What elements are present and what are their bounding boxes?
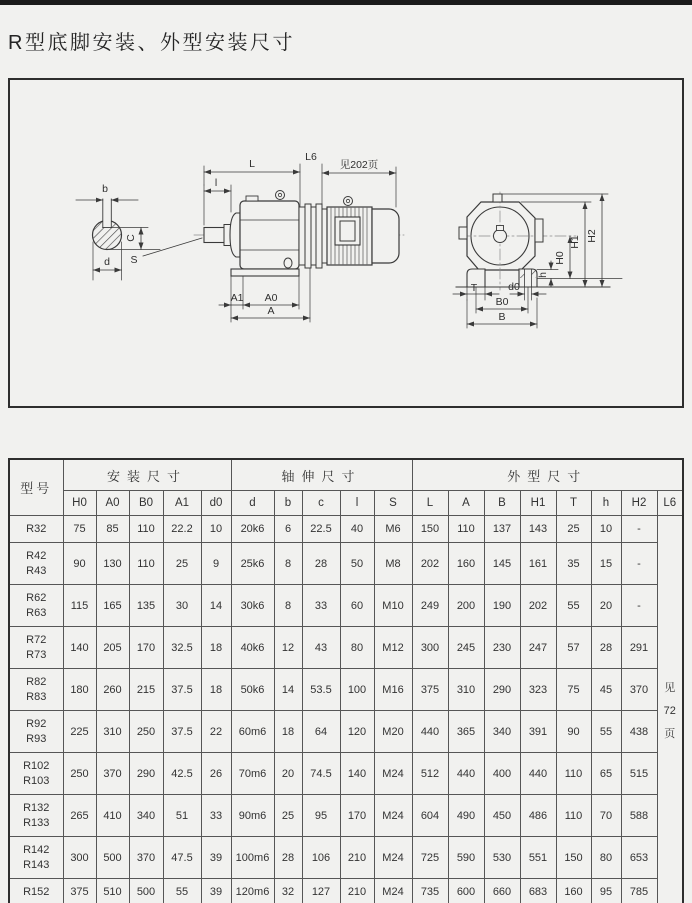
table-row [9, 711, 683, 753]
value-cell: 604 [412, 795, 448, 837]
value-cell: 135 [129, 585, 163, 627]
value-cell: 200 [448, 585, 484, 627]
value-cell: 25 [274, 795, 302, 837]
value-cell: 500 [129, 879, 163, 903]
value-cell: 55 [591, 711, 621, 753]
table-row [9, 879, 683, 903]
value-cell: 22 [201, 711, 231, 753]
value-cell: 18 [201, 627, 231, 669]
value-cell: 8 [274, 543, 302, 585]
value-cell: 450 [484, 795, 520, 837]
value-cell: 375 [63, 879, 96, 903]
value-cell: 490 [448, 795, 484, 837]
value-cell: 202 [412, 543, 448, 585]
value-cell: 51 [163, 795, 201, 837]
shaft-section-detail [76, 183, 160, 280]
value-cell: 32 [274, 879, 302, 903]
value-cell: 90 [556, 711, 591, 753]
value-cell: 590 [448, 837, 484, 879]
value-cell: 370 [129, 837, 163, 879]
value-cell: 202 [520, 585, 556, 627]
value-cell: 8 [274, 585, 302, 627]
value-cell: 249 [412, 585, 448, 627]
value-cell: 22.2 [163, 516, 201, 543]
table-row [9, 516, 683, 543]
value-cell: 365 [448, 711, 484, 753]
value-cell: 10 [201, 516, 231, 543]
dim-label-A: A [267, 305, 275, 317]
value-cell: 140 [340, 753, 374, 795]
value-cell: 28 [302, 543, 340, 585]
value-cell: 170 [340, 795, 374, 837]
value-cell: 340 [129, 795, 163, 837]
value-cell: 9 [201, 543, 231, 585]
value-cell: 515 [621, 753, 657, 795]
value-cell: 127 [302, 879, 340, 903]
value-cell: 74.5 [302, 753, 340, 795]
value-cell: 39 [201, 879, 231, 903]
value-cell: 530 [484, 837, 520, 879]
col-header-L: L [412, 491, 448, 516]
table-row [9, 837, 683, 879]
value-cell: 20 [591, 585, 621, 627]
value-cell: 247 [520, 627, 556, 669]
model-cell: R142 R143 [9, 837, 63, 879]
value-cell: 600 [448, 879, 484, 903]
col-header-A: A [448, 491, 484, 516]
value-cell: 75 [556, 669, 591, 711]
dim-label-l: l [214, 177, 218, 189]
value-cell: - [621, 543, 657, 585]
value-cell: 95 [302, 795, 340, 837]
value-cell: 143 [520, 516, 556, 543]
value-cell: 28 [274, 837, 302, 879]
value-cell: 160 [556, 879, 591, 903]
col-header-A0: A0 [96, 491, 129, 516]
value-cell: 14 [274, 669, 302, 711]
value-cell: 75 [63, 516, 96, 543]
value-cell: 85 [96, 516, 129, 543]
value-cell: 60m6 [231, 711, 274, 753]
col-header-B0: B0 [129, 491, 163, 516]
value-cell: 90 [63, 543, 96, 585]
value-cell: M24 [374, 879, 412, 903]
value-cell: 32.5 [163, 627, 201, 669]
value-cell: 375 [412, 669, 448, 711]
value-cell: 110 [556, 753, 591, 795]
table-row [9, 543, 683, 585]
model-cell: R102 R103 [9, 753, 63, 795]
dim-label-see-page: 见202页 [339, 159, 379, 171]
value-cell: 265 [63, 795, 96, 837]
value-cell: 100m6 [231, 837, 274, 879]
table-row [9, 627, 683, 669]
header-group-row [9, 459, 683, 491]
value-cell: 260 [96, 669, 129, 711]
value-cell: 180 [63, 669, 96, 711]
value-cell: 43 [302, 627, 340, 669]
value-cell: 683 [520, 879, 556, 903]
value-cell: M24 [374, 795, 412, 837]
col-header-d: d [231, 491, 274, 516]
dim-label-d: d [104, 256, 110, 268]
value-cell: 12 [274, 627, 302, 669]
value-cell: 210 [340, 837, 374, 879]
dimension-drawing-box [8, 78, 684, 408]
value-cell: 500 [96, 837, 129, 879]
value-cell: 660 [484, 879, 520, 903]
col-header-A1: A1 [163, 491, 201, 516]
value-cell: 215 [129, 669, 163, 711]
value-cell: 245 [448, 627, 484, 669]
value-cell: 22.5 [302, 516, 340, 543]
value-cell: 588 [621, 795, 657, 837]
dim-label-A1: A1 [230, 292, 244, 304]
value-cell: 35 [556, 543, 591, 585]
value-cell: 20k6 [231, 516, 274, 543]
col-header-d0: d0 [201, 491, 231, 516]
value-cell: 100 [340, 669, 374, 711]
value-cell: 120 [340, 711, 374, 753]
dim-label-B0: B0 [495, 296, 509, 308]
group-header-outline: 外型尺寸 [412, 459, 683, 491]
value-cell: M12 [374, 627, 412, 669]
value-cell: 80 [340, 627, 374, 669]
value-cell: 410 [96, 795, 129, 837]
dim-label-B: B [498, 311, 506, 323]
dim-label-L: L [249, 158, 255, 170]
value-cell: M24 [374, 753, 412, 795]
value-cell: 10 [591, 516, 621, 543]
col-header-L6: L6 [657, 491, 683, 516]
value-cell: 512 [412, 753, 448, 795]
value-cell: 250 [129, 711, 163, 753]
col-header-T: T [556, 491, 591, 516]
dim-label-T: T [470, 282, 478, 294]
value-cell: 225 [63, 711, 96, 753]
group-header-shaft: 轴伸尺寸 [231, 459, 412, 491]
value-cell: 110 [448, 516, 484, 543]
value-cell: 45 [591, 669, 621, 711]
dim-label-h: h [537, 272, 549, 278]
value-cell: 37.5 [163, 711, 201, 753]
value-cell: 510 [96, 879, 129, 903]
value-cell: M10 [374, 585, 412, 627]
value-cell: M20 [374, 711, 412, 753]
value-cell: 370 [621, 669, 657, 711]
value-cell: 310 [448, 669, 484, 711]
col-header-c: c [302, 491, 340, 516]
dim-label-H2: H2 [586, 229, 598, 243]
col-header-h: h [591, 491, 621, 516]
dimension-table [8, 458, 684, 903]
value-cell: 370 [96, 753, 129, 795]
value-cell: 205 [96, 627, 129, 669]
value-cell: M6 [374, 516, 412, 543]
value-cell: 150 [412, 516, 448, 543]
value-cell: 150 [556, 837, 591, 879]
value-cell: 90m6 [231, 795, 274, 837]
value-cell: 735 [412, 879, 448, 903]
model-cell: R42 R43 [9, 543, 63, 585]
value-cell: 210 [340, 879, 374, 903]
value-cell: 440 [520, 753, 556, 795]
page-title: R型底脚安装、外型安装尺寸 [8, 32, 295, 55]
value-cell: 70m6 [231, 753, 274, 795]
page-top-rule [0, 0, 692, 5]
value-cell: M24 [374, 837, 412, 879]
value-cell: 340 [484, 711, 520, 753]
value-cell: 55 [163, 879, 201, 903]
value-cell: 300 [63, 837, 96, 879]
model-cell: R132 R133 [9, 795, 63, 837]
model-cell: R92 R93 [9, 711, 63, 753]
col-header-b: b [274, 491, 302, 516]
l6-note-cell: 见 72 页 [657, 516, 683, 903]
value-cell: 60 [340, 585, 374, 627]
value-cell: 55 [556, 585, 591, 627]
col-header-H0: H0 [63, 491, 96, 516]
value-cell: 57 [556, 627, 591, 669]
value-cell: 18 [201, 669, 231, 711]
value-cell: 120m6 [231, 879, 274, 903]
value-cell: 110 [556, 795, 591, 837]
value-cell: 80 [591, 837, 621, 879]
value-cell: 170 [129, 627, 163, 669]
value-cell: 323 [520, 669, 556, 711]
dim-label-A0: A0 [264, 292, 278, 304]
value-cell: 653 [621, 837, 657, 879]
value-cell: 440 [412, 711, 448, 753]
table-row [9, 585, 683, 627]
dim-label-d0: d0 [508, 281, 520, 293]
value-cell: 26 [201, 753, 231, 795]
col-header-B: B [484, 491, 520, 516]
value-cell: 115 [63, 585, 96, 627]
dim-label-C: C [125, 234, 137, 242]
value-cell: 190 [484, 585, 520, 627]
col-header-l: l [340, 491, 374, 516]
col-header-H2: H2 [621, 491, 657, 516]
dim-label-H1: H1 [569, 235, 581, 249]
value-cell: 20 [274, 753, 302, 795]
group-header-mounting: 安装尺寸 [63, 459, 231, 491]
value-cell: 53.5 [302, 669, 340, 711]
model-cell: R72 R73 [9, 627, 63, 669]
dim-label-b: b [102, 183, 108, 195]
dim-label-L6: L6 [305, 151, 317, 163]
value-cell: 47.5 [163, 837, 201, 879]
value-cell: 42.5 [163, 753, 201, 795]
value-cell: 28 [591, 627, 621, 669]
table-row [9, 795, 683, 837]
value-cell: 725 [412, 837, 448, 879]
value-cell: 14 [201, 585, 231, 627]
value-cell: 30k6 [231, 585, 274, 627]
col-header-model: 型号 [9, 459, 63, 516]
value-cell: 33 [201, 795, 231, 837]
model-cell: R152 [9, 879, 63, 903]
value-cell: 161 [520, 543, 556, 585]
value-cell: 25 [163, 543, 201, 585]
value-cell: 160 [448, 543, 484, 585]
value-cell: 6 [274, 516, 302, 543]
value-cell: 145 [484, 543, 520, 585]
value-cell: 230 [484, 627, 520, 669]
value-cell: 440 [448, 753, 484, 795]
value-cell: - [621, 516, 657, 543]
value-cell: 551 [520, 837, 556, 879]
value-cell: 391 [520, 711, 556, 753]
value-cell: 40 [340, 516, 374, 543]
value-cell: 300 [412, 627, 448, 669]
value-cell: 290 [129, 753, 163, 795]
value-cell: 50 [340, 543, 374, 585]
value-cell: M16 [374, 669, 412, 711]
value-cell: 25k6 [231, 543, 274, 585]
value-cell: 130 [96, 543, 129, 585]
value-cell: 140 [63, 627, 96, 669]
value-cell: 400 [484, 753, 520, 795]
value-cell: 65 [591, 753, 621, 795]
table-row [9, 669, 683, 711]
table-row [9, 753, 683, 795]
value-cell: 438 [621, 711, 657, 753]
value-cell: 37.5 [163, 669, 201, 711]
value-cell: 291 [621, 627, 657, 669]
dim-label-H0: H0 [554, 251, 566, 265]
value-cell: 30 [163, 585, 201, 627]
value-cell: 137 [484, 516, 520, 543]
value-cell: 785 [621, 879, 657, 903]
value-cell: 39 [201, 837, 231, 879]
value-cell: 290 [484, 669, 520, 711]
value-cell: 165 [96, 585, 129, 627]
value-cell: 110 [129, 543, 163, 585]
col-header-S: S [374, 491, 412, 516]
value-cell: 486 [520, 795, 556, 837]
value-cell: 50k6 [231, 669, 274, 711]
model-cell: R82 R83 [9, 669, 63, 711]
value-cell: 33 [302, 585, 340, 627]
value-cell: 18 [274, 711, 302, 753]
model-cell: R62 R63 [9, 585, 63, 627]
value-cell: 106 [302, 837, 340, 879]
col-header-H1: H1 [520, 491, 556, 516]
value-cell: - [621, 585, 657, 627]
value-cell: 70 [591, 795, 621, 837]
side-view [130, 151, 404, 322]
value-cell: 25 [556, 516, 591, 543]
value-cell: 110 [129, 516, 163, 543]
value-cell: 40k6 [231, 627, 274, 669]
value-cell: M8 [374, 543, 412, 585]
front-view [453, 192, 622, 328]
value-cell: 250 [63, 753, 96, 795]
value-cell: 310 [96, 711, 129, 753]
value-cell: 15 [591, 543, 621, 585]
dim-label-S: S [130, 254, 138, 266]
gearmotor-drawing [10, 80, 682, 406]
value-cell: 64 [302, 711, 340, 753]
model-cell: R32 [9, 516, 63, 543]
value-cell: 95 [591, 879, 621, 903]
header-columns-row [9, 491, 683, 516]
